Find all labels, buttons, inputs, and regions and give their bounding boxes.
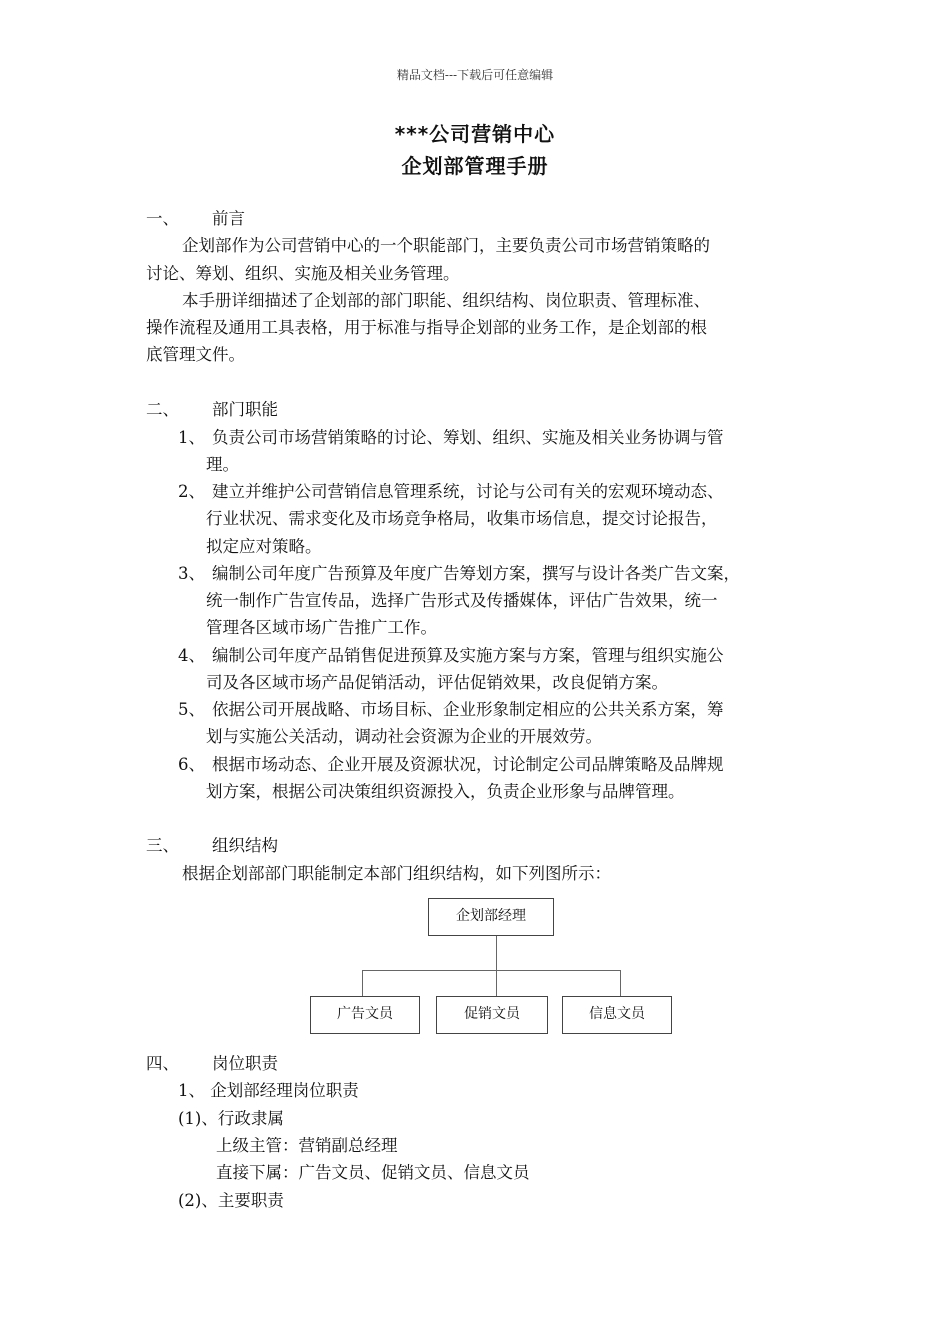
list-item-line: 划与实施公关活动，调动社会资源为企业的开展效劳。 [206,727,602,746]
section-heading: 岗位职责 [212,1054,278,1073]
header-note: 精品文档---下载后可任意编辑 [396,68,554,82]
org-connector [496,936,497,996]
superior-line: 上级主管：营销副总经理 [216,1136,398,1155]
paragraph-line: 讨论、筹划、组织、实施及相关业务管理。 [146,264,460,283]
list-item-line: 依据公司开展战略、市场目标、企业形象制定相应的公共关系方案，筹 [212,700,724,719]
list-number: 4、 [178,646,205,665]
list-item-line: 行业状况、需求变化及市场竞争格局，收集市场信息，提交讨论报告， [206,509,718,528]
list-number: 1、 [178,428,205,447]
subsection-heading: 1、 企划部经理岗位职责 [178,1081,359,1100]
list-item-line: 编制公司年度广告预算及年度广告筹划方案，撰写与设计各类广告文案， [212,564,740,583]
list-number: 2、 [178,482,205,501]
section-heading: 组织结构 [212,836,278,855]
list-item-line: 编制公司年度产品销售促进预算及实施方案与方案，管理与组织实施公 [212,646,724,665]
section-number: 三、 [146,836,179,855]
section-heading: 部门职能 [212,400,278,419]
list-number: 6、 [178,755,205,774]
paragraph-line: 底管理文件。 [146,345,245,364]
list-number: 5、 [178,700,205,719]
list-item-line: 司及各区域市场产品促销活动，评估促销效果，改良促销方案。 [206,673,668,692]
subordinates-line: 直接下属：广告文员、促销文员、信息文员 [216,1163,530,1182]
paragraph-line: 操作流程及通用工具表格，用于标准与指导企划部的业务工作，是企划部的根 [146,318,707,337]
list-item-line: 管理各区域市场广告推广工作。 [206,618,437,637]
section-heading: 前言 [212,209,245,228]
list-item-line: 根据市场动态、企业开展及资源状况，讨论制定公司品牌策略及品牌规 [212,755,724,774]
paragraph-line: 企划部作为公司营销中心的一个职能部门，主要负责公司市场营销策略的 [182,236,710,255]
org-connector [620,970,621,996]
list-number: 3、 [178,564,205,583]
list-item-line: 建立并维护公司营销信息管理系统，讨论与公司有关的宏观环境动态、 [212,482,724,501]
org-node-promo-clerk: 促销文员 [436,996,548,1034]
section-number: 二、 [146,400,179,419]
list-item-line: 负责公司市场营销策略的讨论、筹划、组织、实施及相关业务协调与管 [212,428,724,447]
section-number: 一、 [146,209,179,228]
org-connector [362,970,621,971]
org-node-ad-clerk: 广告文员 [310,996,420,1034]
list-item-line: 理。 [206,455,239,474]
org-connector [362,970,363,996]
subsection-item: (1)、行政隶属 [178,1109,284,1128]
org-node-manager: 企划部经理 [428,898,554,936]
subsection-item: (2)、主要职责 [178,1191,284,1210]
list-item-line: 拟定应对策略。 [206,537,322,556]
list-item-line: 划方案，根据公司决策组织资源投入，负责企业形象与品牌管理。 [206,782,685,801]
document-subtitle: 企划部管理手册 [401,154,549,178]
list-item-line: 统一制作广告宣传品，选择广告形式及传播媒体，评估广告效果，统一 [206,591,718,610]
paragraph-line: 根据企划部部门职能制定本部门组织结构，如下列图所示： [182,864,611,883]
org-node-info-clerk: 信息文员 [562,996,672,1034]
section-number: 四、 [146,1054,179,1073]
document-title: ***公司营销中心 [394,122,556,146]
paragraph-line: 本手册详细描述了企划部的部门职能、组织结构、岗位职责、管理标准、 [182,291,710,310]
